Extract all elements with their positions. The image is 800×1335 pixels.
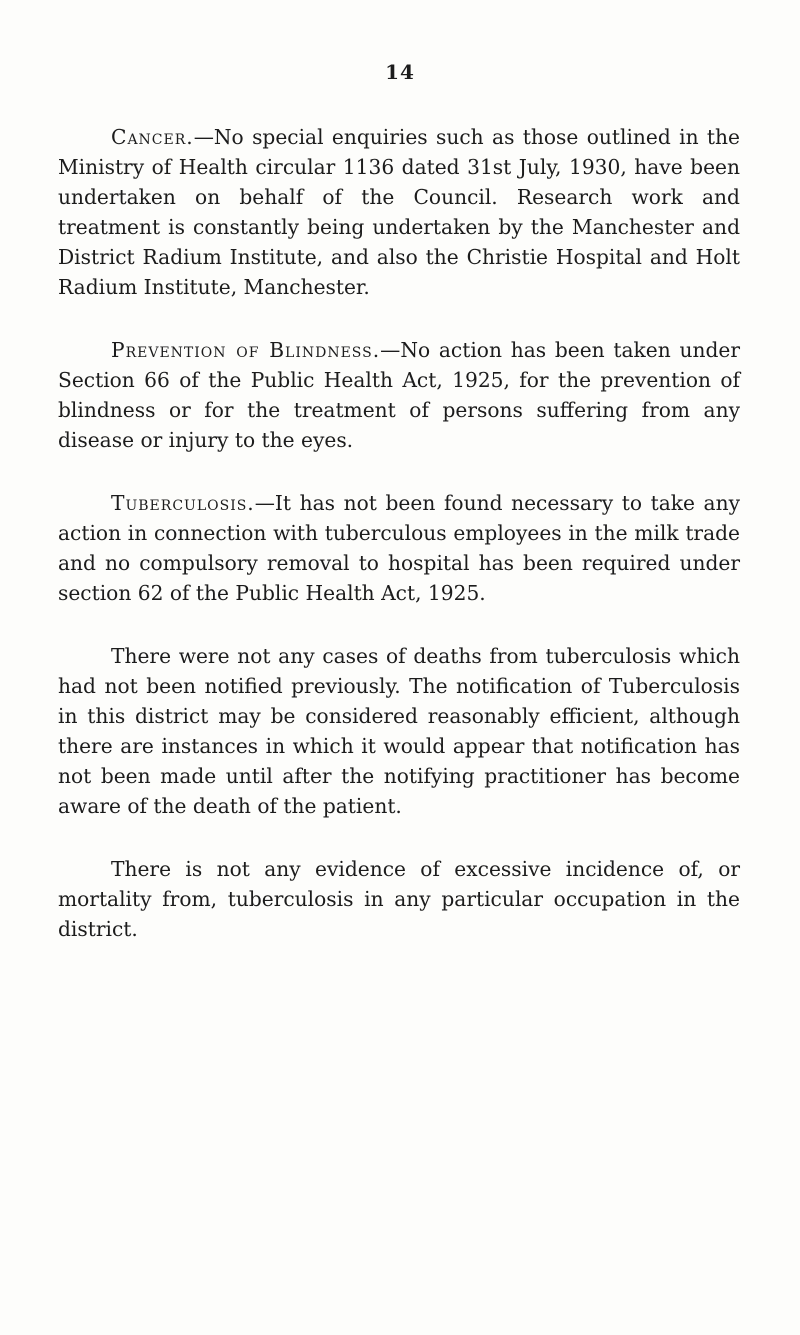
paragraph-heading: Prevention of Blindness. xyxy=(111,338,381,362)
paragraph-text: —It has not been found necessary to take any action in connection with tuberculous employees in the milk trade and no compulsory removal to hospital has been required under section 62 of the Public Health Act, 1925. xyxy=(58,491,740,605)
paragraph-text: There were not any cases of deaths from tuberculosis which had not been notified previously. The notification of Tuberculosis in this district may be considered reasonably efficient, although there are instances in which it would appear that notification has not been made until after the notifying practitioner has become aware of the death of the patient. xyxy=(58,644,740,818)
paragraph-tuberculosis-occupation xyxy=(58,854,740,944)
paragraph-text: —No action has been taken under Section 66 of the Public Health Act, 1925, for the prevention of blindness or for the treatment of persons suffering from any disease or injury to the eyes. xyxy=(58,338,740,452)
paragraph-text: There is not any evidence of excessive incidence of, or mortality from, tuberculosis in any particular occupation in the district. xyxy=(58,857,740,941)
paragraph-prevention-of-blindness xyxy=(58,335,740,455)
paragraph-heading: Tuberculosis. xyxy=(111,491,255,515)
paragraph-text: —No special enquiries such as those outlined in the Ministry of Health circular 1136 dated 31st July, 1930, have been undertaken on behalf of the Council. Research work and treatment is constantly being undertaken by the Manchester and District Radium Institute, and also the Christie Hospital and Holt Radium Institute, Manchester. xyxy=(58,125,740,299)
paragraph-tuberculosis-notification xyxy=(58,641,740,821)
paragraph-heading: Cancer. xyxy=(111,125,194,149)
page-number: 14 xyxy=(385,60,415,84)
paragraph-cancer xyxy=(58,122,740,302)
paragraph-tuberculosis xyxy=(58,488,740,608)
page-body xyxy=(58,122,740,977)
